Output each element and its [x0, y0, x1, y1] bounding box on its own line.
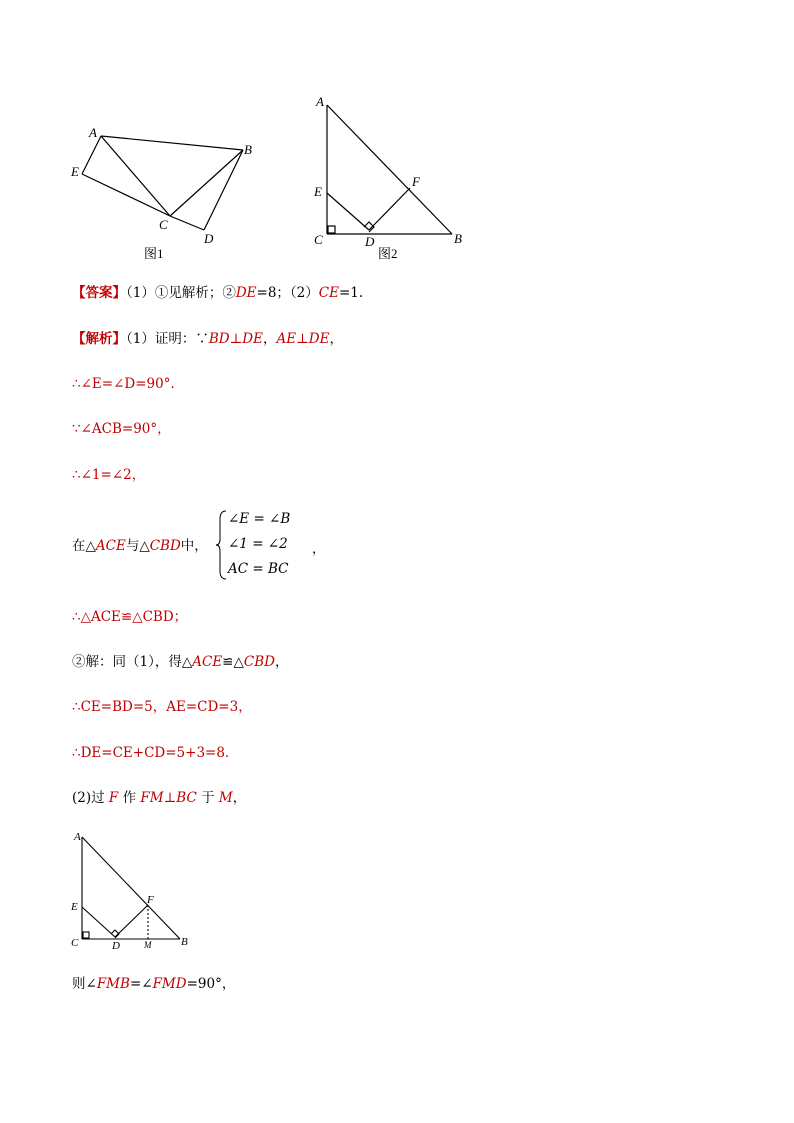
fig2-label-f: F: [412, 174, 420, 189]
analysis-line-10: (2)过 F 作 FM⊥BC 于 M，: [72, 790, 247, 806]
analysis-line-5: 在△ACE与△CBD中，: [72, 538, 208, 554]
system-eq-3: AC = BC: [228, 561, 289, 577]
system-eq-1: ∠E = ∠B: [228, 511, 291, 527]
figure-3: [66, 826, 196, 954]
analysis-line-7: ②解：同（1），得△ACE≌△CBD，: [72, 654, 289, 670]
analysis-tag: 【解析】: [72, 331, 126, 347]
analysis-line-2: ∴∠E=∠D=90°．: [72, 376, 184, 392]
answer-line: 【答案】（1）①见解析；②DE=8；（2）CE=1.: [72, 285, 364, 301]
fig3-label-d: D: [112, 940, 120, 952]
fig3-label-c: C: [71, 937, 79, 949]
figure-3-lines: [82, 837, 180, 939]
analysis-line-9: ∴DE=CE+CD=5+3=8．: [72, 745, 239, 761]
fig2-label-b: B: [454, 231, 462, 246]
figure-1: [60, 120, 270, 260]
fig3-label-f: F: [147, 894, 154, 906]
figure-2: [306, 88, 476, 266]
fig1-label-b: B: [244, 142, 252, 157]
analysis-line-11: 则∠FMB=∠FMD=90°，: [72, 976, 236, 992]
analysis-line-1: 【解析】（1）证明：∵BD⊥DE，AE⊥DE，: [72, 331, 343, 347]
figure-1-lines: [82, 136, 243, 230]
fig2-caption: 图2: [378, 246, 398, 261]
answer-tag: 【答案】: [72, 285, 126, 301]
system-eq-2: ∠1 = ∠2: [228, 536, 288, 552]
fig1-label-c: C: [159, 217, 168, 232]
analysis-line-6: ∴△ACE≌△CBD；: [72, 609, 188, 625]
system-brace: [216, 509, 228, 581]
figure-2-lines: [327, 105, 452, 234]
fig1-label-d: D: [204, 231, 214, 246]
fig2-label-e: E: [314, 184, 322, 199]
analysis-line-3: ∵∠ACB=90°，: [72, 421, 171, 437]
analysis-line-4: ∴∠1=∠2，: [72, 467, 146, 483]
fig1-caption: 图1: [144, 246, 164, 260]
fig1-label-e: E: [71, 164, 79, 179]
fig3-label-b: B: [181, 936, 188, 948]
analysis-line-8: ∴CE=BD=5，AE=CD=3，: [72, 699, 252, 715]
fig2-label-a: A: [316, 94, 324, 109]
fig1-label-a: A: [89, 125, 97, 140]
fig2-label-d: D: [365, 234, 375, 249]
fig3-label-a: A: [74, 831, 81, 843]
fig3-label-m: M: [144, 940, 152, 950]
fig2-label-c: C: [314, 232, 323, 247]
system-comma: ，: [312, 541, 326, 557]
system-equations: [228, 507, 290, 582]
fig3-label-e: E: [71, 901, 78, 913]
